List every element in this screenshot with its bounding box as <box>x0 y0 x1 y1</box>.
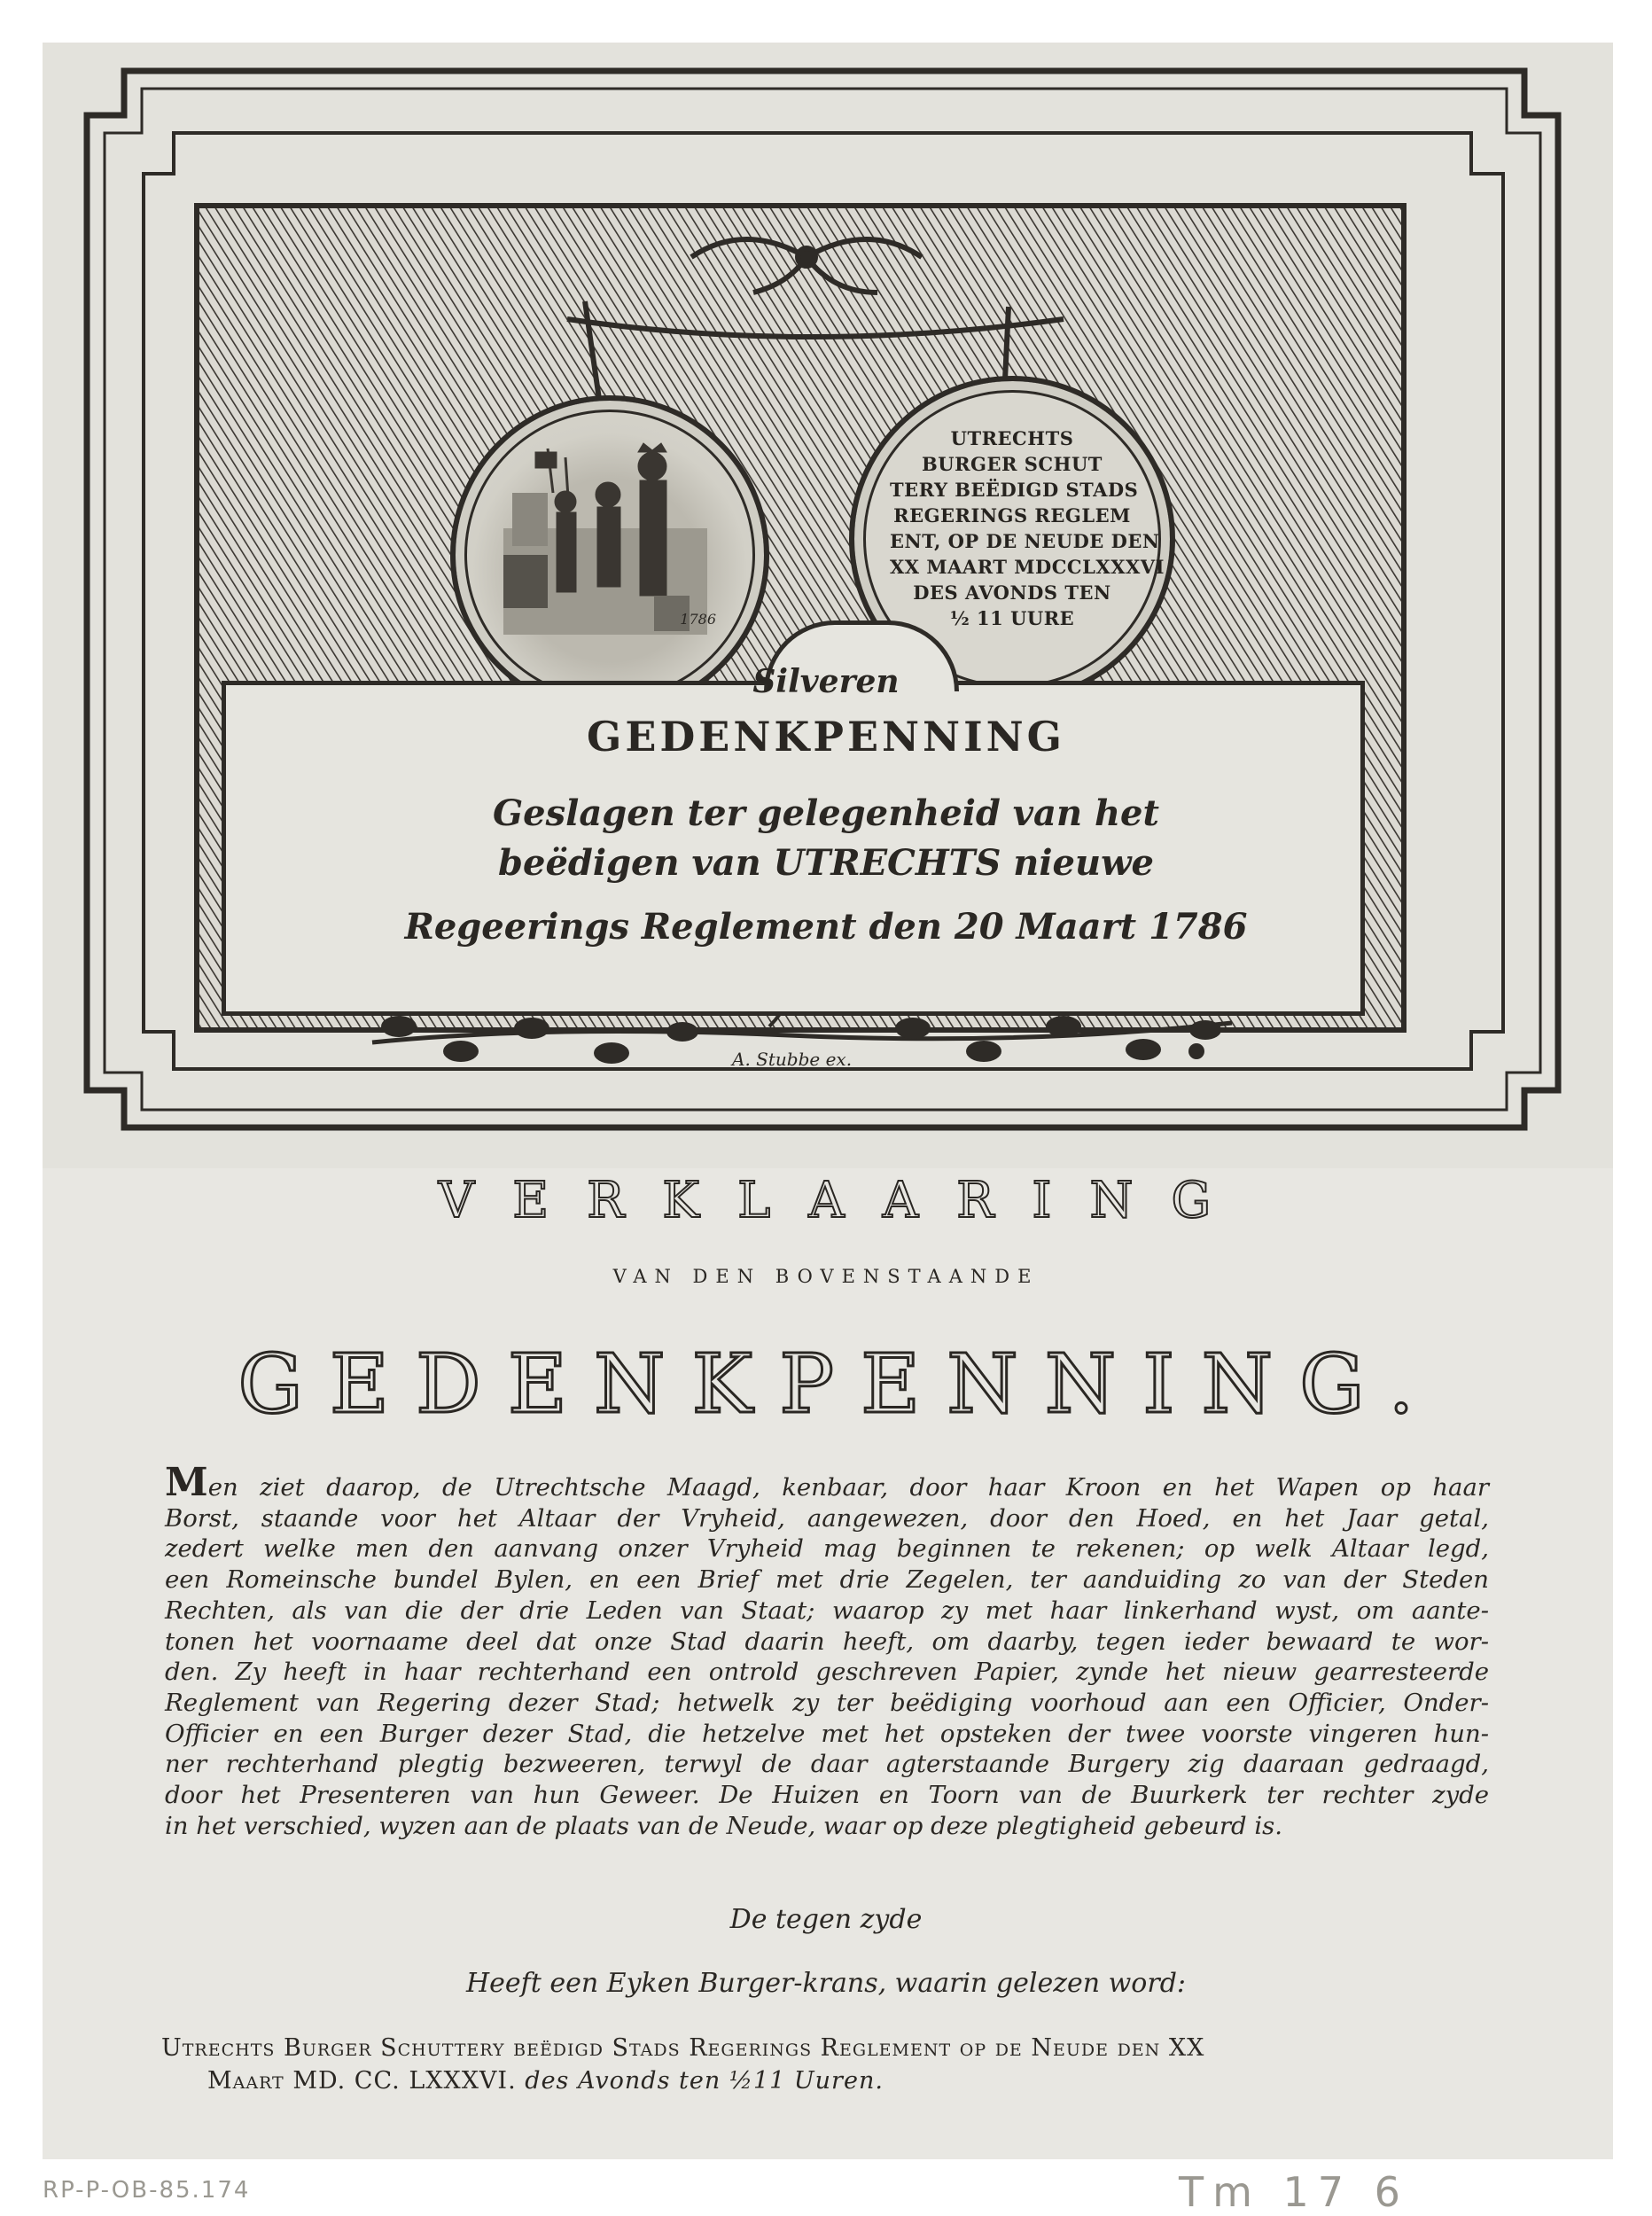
subheading-tegen-zyde: De tegen zyde <box>729 1904 923 1935</box>
body-line: Reglement van Regering dezer Stad; hetwelk zy ter beëdiging voorhoud aan een Officier, Onder- <box>165 1688 1489 1717</box>
medal-inscription-line: BURGER SCHUT <box>922 453 1103 475</box>
inscription-date: Maart MD. CC. LXXXVI. <box>207 2067 517 2095</box>
medal-inscription-line: TERY BEËDIGD STADS <box>890 479 1139 501</box>
engraver-signature: A. Stubbe ex. <box>732 1049 853 1070</box>
reverse-inscription <box>161 2032 1491 2097</box>
body-line: door het Presenteren van hun Geweer. De Huizen en Toorn van de Buurkerk ter rechter zyde <box>165 1781 1489 1810</box>
heading-van-den: VAN DEN BOVENSTAANDE <box>612 1266 1040 1287</box>
medal-inscription-line: REGERINGS REGLEM <box>893 504 1131 527</box>
body-line: Officier en een Burger dezer Stad, die hetzelve met het opsteken der twee voorste vingeren hun- <box>165 1719 1489 1748</box>
medal-inscription-line: ENT, OP DE NEUDE DEN <box>890 530 1160 552</box>
cartouche-line-3: Regeerings Reglement den 20 Maart 1786 <box>404 906 1248 948</box>
medal-inscription-line: DES AVONDS TEN <box>913 581 1111 604</box>
body-line: ner rechterhand plegtig bezweeren, terwyl de daar agterstaande Burgery zig daaraan gedraagd, <box>165 1750 1489 1779</box>
heading-verklaaring: VERKLAARING <box>438 1172 1250 1229</box>
heading-gedenkpenning: GEDENKPENNING. <box>238 1337 1441 1432</box>
cartouche-word-silveren: Silveren <box>752 663 900 700</box>
body-line: tonen het voornaame deel dat onze Stad daarin heeft, om daarby, tegen ieder bewaard te wor- <box>165 1627 1489 1656</box>
body-line: Rechten, als van die der drie Leden van Staat; waarop zy met haar linkerhand wyst, om aante- <box>165 1596 1489 1625</box>
drop-cap: M <box>165 1460 208 1505</box>
cartouche-line-2: beëdigen van UTRECHTS nieuwe <box>498 842 1154 884</box>
inscription-line-1: Utrechts Burger Schuttery beëdigd Stads Regerings Reglement op de Neude den XX <box>161 2034 1205 2062</box>
medal-year: 1786 <box>680 611 716 628</box>
description-paragraph <box>165 1460 1489 1841</box>
cartouche-title: GEDENKPENNING <box>587 713 1065 761</box>
medal-inscription-line: ½ 11 UURE <box>949 607 1075 629</box>
inventory-number-left: RP-P-OB-85.174 <box>43 2177 251 2204</box>
body-line-text: en ziet daarop, de Utrechtsche Maagd, kenbaar, door haar Kroon en het Wapen op haar <box>207 1473 1489 1502</box>
body-line: den. Zy heeft in haar rechterhand een ontrold geschreven Papier, zynde het nieuw gearresteerde <box>165 1658 1489 1687</box>
medal-scene-illustration <box>450 395 759 704</box>
body-line: een Romeinsche bundel Bylen, en een Brief met drie Zegelen, ter aanduiding zo van der Steden <box>165 1565 1489 1595</box>
body-line-1 <box>165 1460 1489 1505</box>
inventory-number-right: Tm 17 6 <box>1179 2168 1409 2216</box>
medal-inscription-line: XX MAART MDCCLXXXVI <box>890 556 1165 578</box>
cartouche-line-1: Geslagen ter gelegenheid van het <box>493 792 1159 834</box>
reverse-intro: Heeft een Eyken Burger-krans, waarin gelezen word: <box>465 1968 1187 1999</box>
medal-inscription-line: UTRECHTS <box>950 427 1074 449</box>
body-line: zedert welke men den aanvang onzer Vryheid mag beginnen te rekenen; op welk Altaar legd, <box>165 1534 1489 1564</box>
inscription-line-2 <box>161 2064 1491 2097</box>
body-line: Borst, staande voor het Altaar der Vryheid, aangewezen, door den Hoed, en het Jaar getal, <box>165 1503 1489 1533</box>
body-line: in het verschied, wyzen aan de plaats van de Neude, waar op deze plegtigheid gebeurd is. <box>165 1811 1282 1840</box>
inscription-time: des Avonds ten ½11 Uuren. <box>525 2067 884 2095</box>
medal-inscription <box>890 425 1165 631</box>
